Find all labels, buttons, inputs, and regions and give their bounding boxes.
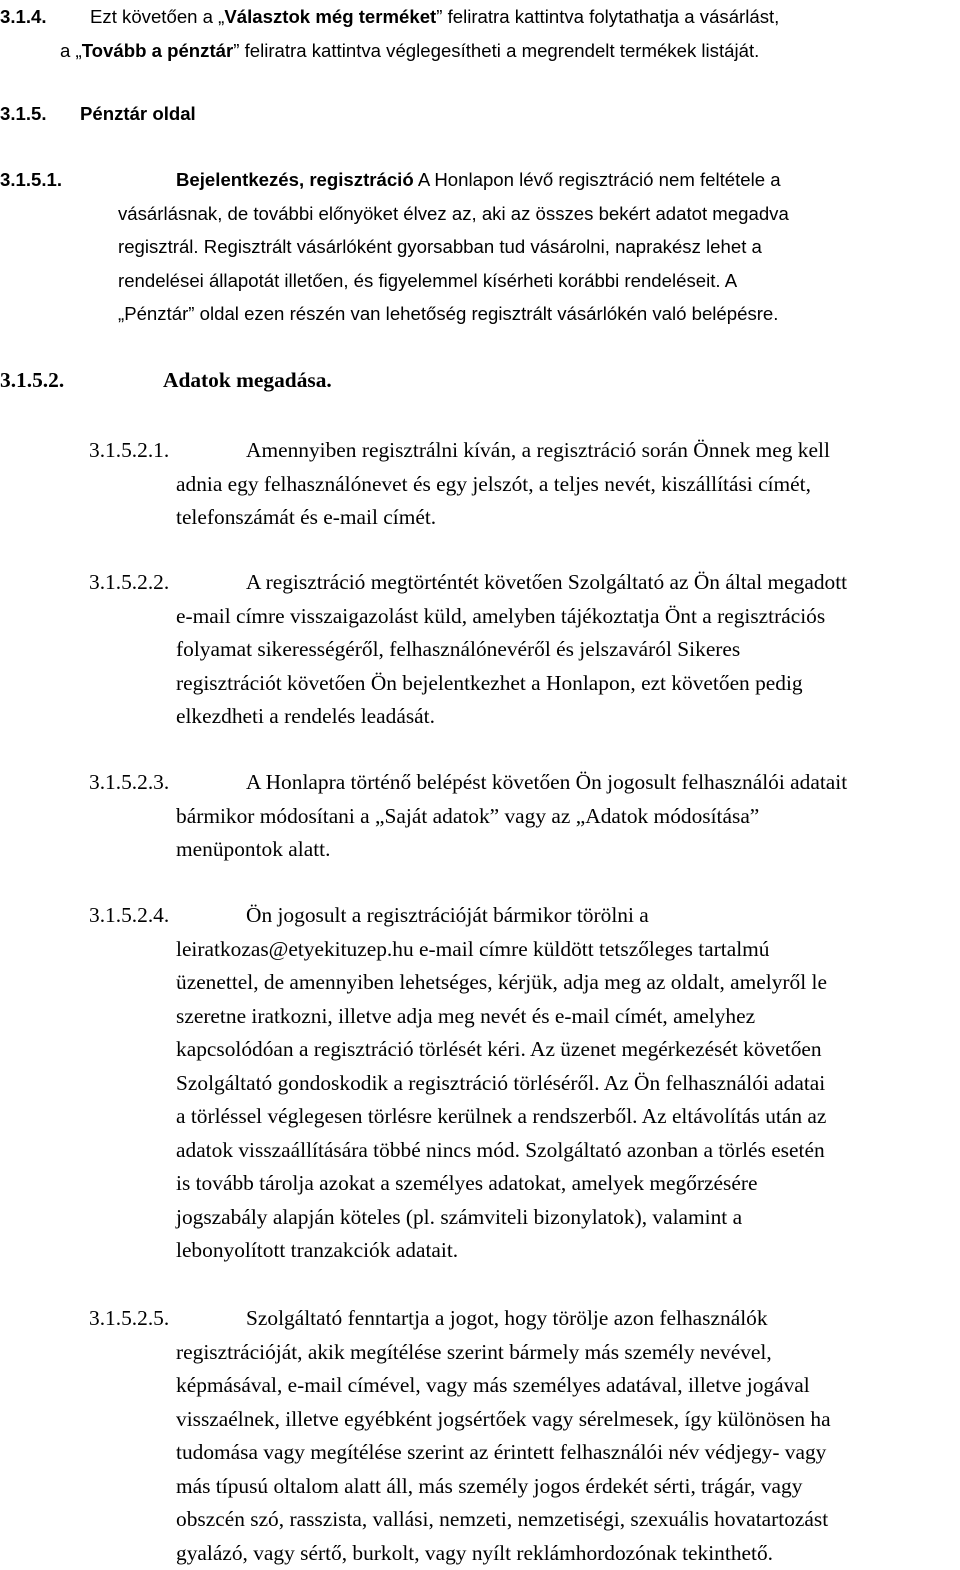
text-line: jogszabály alapján köteles (pl. számviteli bizonylatok), valamint a xyxy=(176,1201,827,1235)
text-fragment: a „ xyxy=(60,40,82,61)
text-line: menüpontok alatt. xyxy=(176,833,759,867)
text-line: rendelései állapotát illetően, és figyelemmel kísérheti korábbi rendeléseit. A xyxy=(118,264,789,298)
text-line: visszaélnek, illetve egyébként jogsértőek vagy sérelmesek, így különösen ha xyxy=(176,1403,831,1437)
text-line: más típusú oltalom alatt áll, más személy jogos érdekét sérti, trágár, vagy xyxy=(176,1470,831,1504)
text-line: képmásával, e-mail címével, vagy más személyes adatával, illetve jogával xyxy=(176,1369,831,1403)
section-number: 3.1.4. xyxy=(0,0,47,34)
item-number: 3.1.5.2.5. xyxy=(89,1302,169,1336)
item-number: 3.1.5.2.3. xyxy=(89,766,169,800)
section-text-line-2 xyxy=(60,34,759,68)
item-continuation xyxy=(176,600,825,734)
item-first-line: A regisztráció megtörténtét követően Szolgáltató az Ön által megadott xyxy=(246,566,847,600)
item-first-line: Ön jogosult a regisztrációját bármikor törölni a xyxy=(246,899,649,933)
section-title: Pénztár oldal xyxy=(80,97,196,131)
text-line: telefonszámát és e-mail címét. xyxy=(176,501,811,535)
text-line: elkezdheti a rendelés leadását. xyxy=(176,700,825,734)
text-line: üzenettel, de amennyiben lehetséges, kérjük, adja meg az oldalt, amelyről le xyxy=(176,966,827,1000)
section-number: 3.1.5. xyxy=(0,97,47,131)
section-bold-title: Bejelentkezés, regisztráció xyxy=(176,169,414,190)
text-line: szeretne iratkozni, illetve adja meg nevét és e-mail címét, amelyhez xyxy=(176,1000,827,1034)
text-fragment: Ezt követően a „ xyxy=(90,6,224,27)
section-text-continuation xyxy=(118,197,789,331)
item-continuation xyxy=(176,933,827,1268)
item-first-line: Amennyiben regisztrálni kíván, a regisztráció során Önnek meg kell xyxy=(246,434,830,468)
text-line: Szolgáltató gondoskodik a regisztráció törléséről. Az Ön felhasználói adatai xyxy=(176,1067,827,1101)
section-number: 3.1.5.1. xyxy=(0,163,62,197)
item-first-line: Szolgáltató fenntartja a jogot, hogy törölje azon felhasználók xyxy=(246,1302,768,1336)
text-line: adatok visszaállítására többé nincs mód. Szolgáltató azonban a törlés esetén xyxy=(176,1134,827,1168)
text-line: leiratkozas@etyekituzep.hu e-mail címre küldött tetszőleges tartalmú xyxy=(176,933,827,967)
text-line: folyamat sikerességéről, felhasználónevéről és jelszaváról Sikeres xyxy=(176,633,825,667)
text-line: tudomása vagy megítélése szerint az érintett felhasználói név védjegy- vagy xyxy=(176,1436,831,1470)
bold-link-label: Tovább a pénztár xyxy=(82,40,234,61)
item-continuation xyxy=(176,800,759,867)
text-line: obszcén szó, rasszista, vallási, nemzeti, nemzetiségi, szexuális hovatartozást xyxy=(176,1503,831,1537)
text-line: „Pénztár” oldal ezen részén van lehetőség regisztrált vásárlókén való belépésre. xyxy=(118,297,789,331)
item-number: 3.1.5.2.1. xyxy=(89,434,169,468)
item-continuation xyxy=(176,468,811,535)
text-line: kapcsolódóan a regisztráció törlését kéri. Az üzenet megérkezését követően xyxy=(176,1033,827,1067)
text-fragment: ” feliratra kattintva véglegesítheti a megrendelt termékek listáját. xyxy=(233,40,759,61)
bold-link-label: Választok még terméket xyxy=(224,6,436,27)
text-line: regisztrációját, akik megítélése szerint bármely más személy nevével, xyxy=(176,1336,831,1370)
text-line: is tovább tárolja azokat a személyes adatokat, amelyek megőrzésére xyxy=(176,1167,827,1201)
text-line: vásárlásnak, de további előnyöket élvez az, aki az összes bekért adatot megadva xyxy=(118,197,789,231)
section-text-line-1 xyxy=(90,0,779,34)
item-number: 3.1.5.2.4. xyxy=(89,899,169,933)
text-line: regisztrál. Regisztrált vásárlóként gyorsabban tud vásárolni, naprakész lehet a xyxy=(118,230,789,264)
text-line: a törléssel véglegesen törlésre kerülnek a rendszerből. Az eltávolítás után az xyxy=(176,1100,827,1134)
text-fragment: ” feliratra kattintva folytathatja a vásárlást, xyxy=(436,6,779,27)
text-line: regisztrációt követően Ön bejelentkezhet a Honlapon, ezt követően pedig xyxy=(176,667,825,701)
section-text-line-1 xyxy=(176,163,781,197)
item-first-line: A Honlapra történő belépést követően Ön jogosult felhasználói adatait xyxy=(246,766,847,800)
text-fragment: A Honlapon lévő regisztráció nem feltétele a xyxy=(414,169,781,190)
text-line: adnia egy felhasználónevet és egy jelszót, a teljes nevét, kiszállítási címét, xyxy=(176,468,811,502)
text-line: lebonyolított tranzakciók adatait. xyxy=(176,1234,827,1268)
item-number: 3.1.5.2.2. xyxy=(89,566,169,600)
text-line: e-mail címre visszaigazolást küld, amelyben tájékoztatja Önt a regisztrációs xyxy=(176,600,825,634)
text-line: bármikor módosítani a „Saját adatok” vagy az „Adatok módosítása” xyxy=(176,800,759,834)
text-line: gyalázó, vagy sértő, burkolt, vagy nyílt reklámhordozónak tekinthető. xyxy=(176,1537,831,1570)
section-title: Adatok megadása. xyxy=(163,364,332,398)
section-number: 3.1.5.2. xyxy=(0,364,64,398)
item-continuation xyxy=(176,1336,831,1570)
